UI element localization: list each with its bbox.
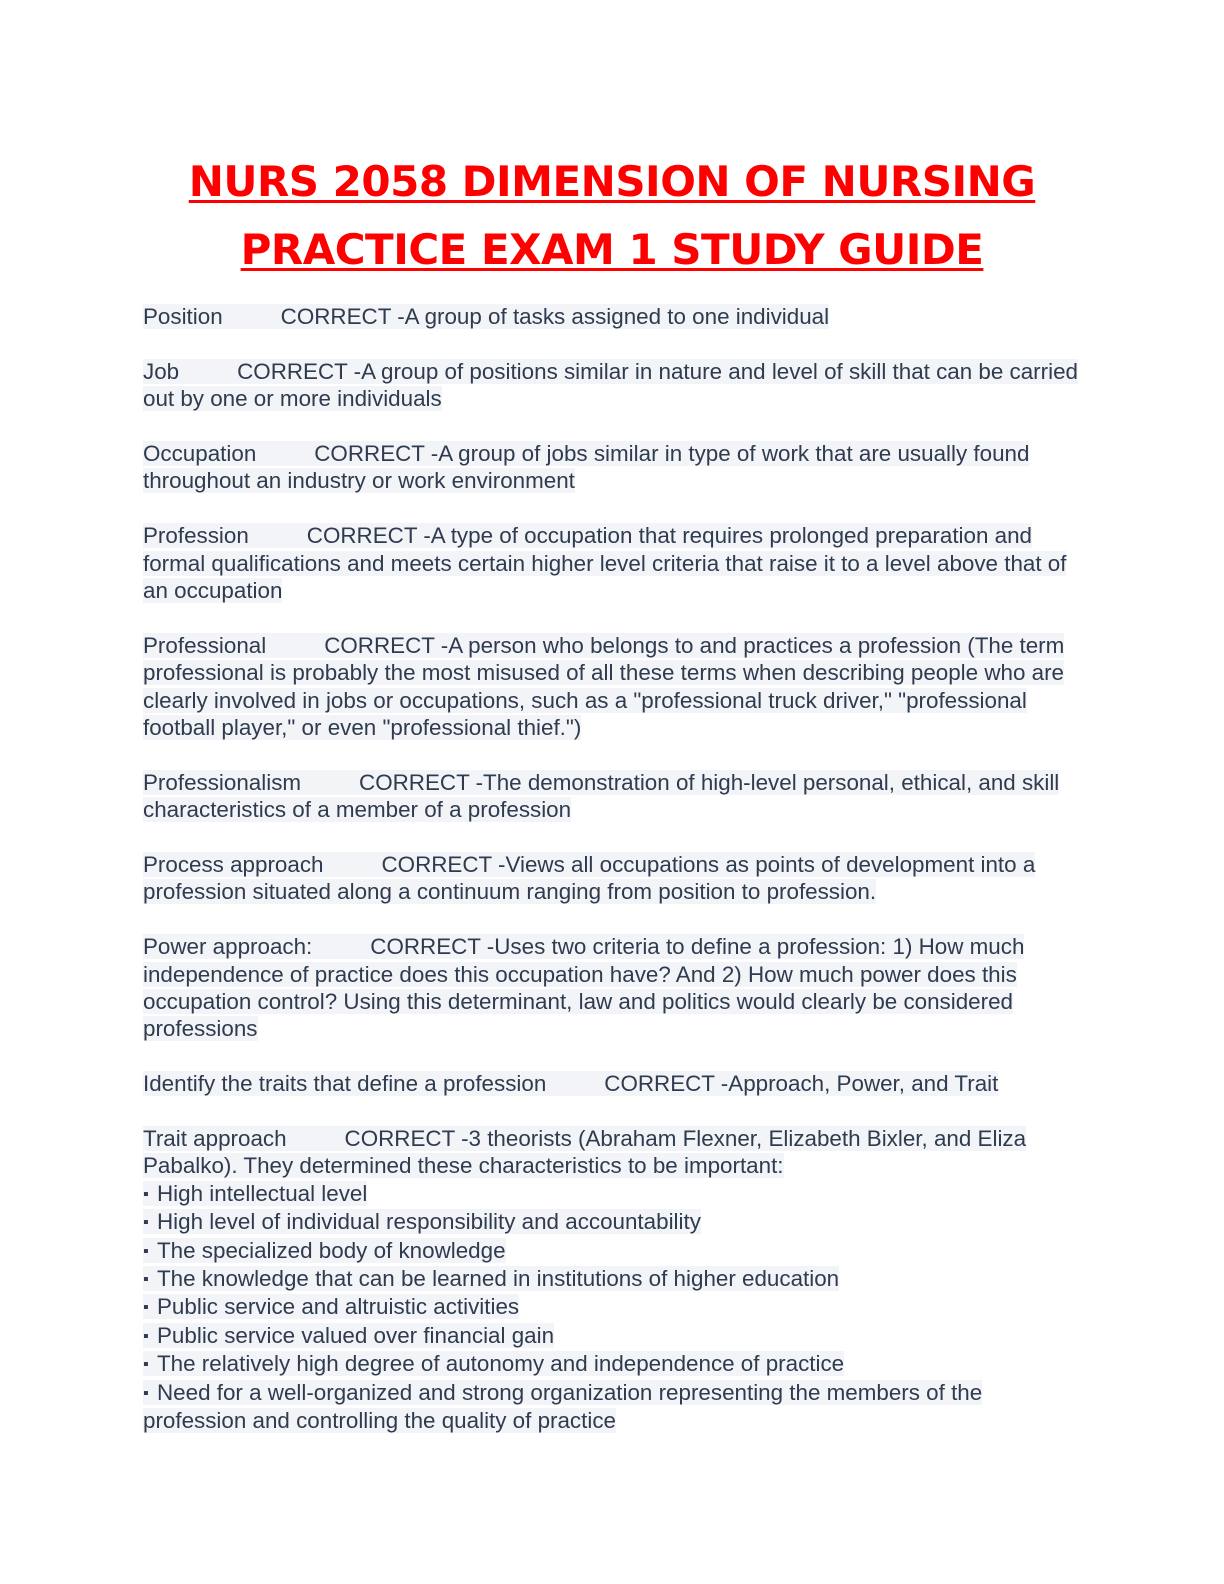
list-item: ▪ Public service valued over financial gain: [143, 1322, 1083, 1350]
title-line-2: PRACTICE EXAM 1 STUDY GUIDE: [240, 225, 984, 274]
entry-term: Trait approach: [143, 1126, 287, 1152]
bullet-square-icon: ▪: [143, 1299, 149, 1317]
bullet-square-icon: ▪: [143, 1242, 149, 1260]
bullet-square-icon: ▪: [143, 1271, 149, 1289]
entry-occupation: [143, 440, 1083, 495]
entry-definition: CORRECT -Uses two criteria to define a profession: 1) How much independence of practice does this occupation have? And 2) How much power does this occupation control? Using this determinant, law and politics would clearly be considered professions: [143, 934, 1025, 1042]
entry-term: Position: [143, 304, 223, 329]
list-item: ▪ The specialized body of knowledge: [143, 1237, 1083, 1265]
study-guide-content: [143, 303, 1083, 1462]
bullet-square-icon: ▪: [143, 1327, 149, 1345]
list-item: ▪ High intellectual level: [143, 1180, 1083, 1208]
entry-professionalism: [143, 769, 1083, 824]
list-item: ▪ High level of individual responsibility and accountability: [143, 1208, 1083, 1236]
entry-term: Professionalism: [143, 769, 302, 795]
list-item: ▪ Public service and altruistic activities: [143, 1293, 1083, 1321]
entry-term: Occupation: [143, 441, 257, 466]
entry-term: Job: [143, 358, 180, 384]
bullet-square-icon: ▪: [143, 1384, 149, 1402]
entry-definition: CORRECT -A group of positions similar in nature and level of skill that can be carried out by one or more individuals: [143, 358, 1078, 412]
entry-definition: CORRECT -Views all occupations as points of development into a profession situated along a continuum ranging from position to profession.: [143, 852, 1036, 905]
entry-trait-approach: [143, 1125, 1083, 1434]
entry-definition: CORRECT -A person who belongs to and practices a profession (The term professional is probably the most misused of all these terms when describing people who are clearly involved in jobs or occupations, such as a "professional truck driver," "professional football player," or even "professional thief."): [143, 632, 1065, 741]
entry-power-approach: [143, 933, 1083, 1043]
entry-term: Process approach: [143, 852, 324, 878]
entry-job: [143, 358, 1083, 413]
list-item: ▪ Need for a well-organized and strong organization representing the members of the profession and controlling the quality of practice: [143, 1379, 983, 1434]
entry-identify-traits: [143, 1070, 1083, 1097]
entry-definition: CORRECT -A group of jobs similar in type of work that are usually found throughout an industry or work environment: [143, 441, 1030, 494]
entry-definition: CORRECT -The demonstration of high-level personal, ethical, and skill characteristics of a member of a profession: [143, 769, 1060, 823]
list-item: ▪ The relatively high degree of autonomy and independence of practice: [143, 1350, 1083, 1378]
entry-term: Profession: [143, 523, 249, 549]
entry-term: Professional: [143, 632, 267, 658]
bullet-square-icon: ▪: [143, 1185, 149, 1203]
title-line-1: NURS 2058 DIMENSION OF NURSING: [188, 157, 1036, 206]
entry-definition: CORRECT -A type of occupation that requires prolonged preparation and formal qualifications and meets certain higher level criteria that raise it to a level above that of an occupation: [143, 523, 1067, 604]
entry-professional: [143, 632, 1083, 742]
entry-term: Power approach:: [143, 934, 313, 960]
entry-process-approach: [143, 851, 1083, 906]
entry-definition: CORRECT -A group of tasks assigned to one individual: [280, 304, 830, 329]
entry-profession: [143, 522, 1083, 604]
entry-definition: CORRECT -Approach, Power, and Trait: [604, 1071, 999, 1097]
list-item: ▪ The knowledge that can be learned in institutions of higher education: [143, 1265, 1083, 1293]
entry-definition: CORRECT -3 theorists (Abraham Flexner, Elizabeth Bixler, and Eliza Pabalko). They determined these characteristics to be important:: [143, 1126, 1027, 1179]
trait-list: [143, 1180, 1083, 1435]
bullet-square-icon: ▪: [143, 1214, 149, 1232]
bullet-square-icon: ▪: [143, 1356, 149, 1374]
entry-term: Identify the traits that define a profession: [143, 1071, 547, 1097]
page-title: [120, 148, 1104, 284]
entry-position: [143, 303, 1083, 330]
